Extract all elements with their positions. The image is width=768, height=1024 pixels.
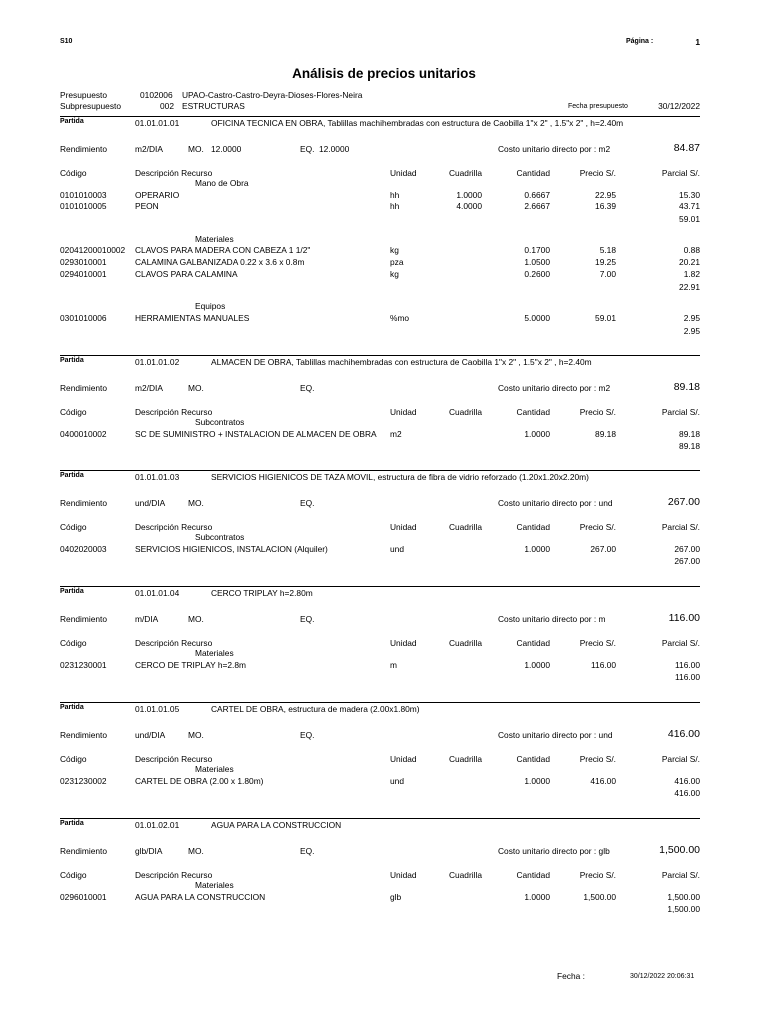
- item-precio: 7.00: [599, 269, 616, 280]
- page-number: 1: [695, 37, 700, 47]
- group-subtotal: 1,500.00: [667, 904, 700, 915]
- item-cantidad: 1.0000: [524, 659, 550, 670]
- mo-label: MO.: [188, 144, 204, 154]
- costo-label: Costo unitario directo por : und: [498, 730, 613, 740]
- item-parcial: 1.82: [683, 269, 700, 280]
- item-precio: 89.18: [595, 428, 616, 439]
- item-unidad: und: [390, 543, 404, 554]
- partida-label: Partida: [60, 118, 84, 125]
- item-parcial: 1,500.00: [667, 891, 700, 902]
- item-codigo: 02041200010002: [60, 245, 126, 256]
- partida-code: 01.01.01.04: [135, 588, 180, 598]
- col-cuadrilla: Cuadrilla: [448, 870, 482, 880]
- mo-label: MO.: [188, 846, 204, 856]
- item-descripcion: OPERARIO: [135, 189, 180, 200]
- item-parcial: 89.18: [679, 428, 700, 439]
- partida-description: CERCO TRIPLAY h=2.80m: [211, 588, 313, 598]
- item-unidad: %mo: [390, 313, 410, 324]
- col-codigo: Código: [60, 870, 87, 880]
- col-cantidad: Cantidad: [516, 522, 550, 532]
- partida-description: AGUA PARA LA CONSTRUCCION: [211, 820, 342, 830]
- col-cantidad: Cantidad: [516, 407, 550, 417]
- item-parcial: 2.95: [683, 313, 700, 324]
- col-descripcion: Descripción Recurso: [135, 522, 213, 532]
- col-parcial: Parcial S/.: [661, 638, 700, 648]
- item-cantidad: 1.0000: [524, 775, 550, 786]
- partida-label: Partida: [60, 704, 84, 711]
- item-parcial: 116.00: [675, 659, 700, 670]
- item-codigo: 0293010001: [60, 257, 107, 268]
- rendimiento-label: Rendimiento: [60, 144, 108, 154]
- subpresupuesto-label: Subpresupuesto: [60, 101, 121, 111]
- partida-label: Partida: [60, 588, 84, 595]
- col-descripcion: Descripción Recurso: [135, 870, 213, 880]
- item-descripcion: PEON: [135, 201, 159, 212]
- item-precio: 1,500.00: [583, 891, 616, 902]
- presupuesto-label: Presupuesto: [60, 90, 108, 100]
- group-name: Materiales: [195, 879, 234, 890]
- col-unidad: Unidad: [390, 870, 417, 880]
- rendimiento-unit: m2/DIA: [135, 144, 163, 154]
- group-name: Subcontratos: [195, 531, 245, 542]
- eq-label: EQ.: [300, 498, 315, 508]
- item-descripcion: CLAVOS PARA CALAMINA: [135, 269, 238, 280]
- item-unidad: kg: [390, 269, 399, 280]
- item-unidad: glb: [390, 891, 402, 902]
- item-cantidad: 5.0000: [524, 313, 550, 324]
- col-cantidad: Cantidad: [516, 754, 550, 764]
- item-precio: 116.00: [591, 659, 616, 670]
- partida-code: 01.01.01.03: [135, 472, 180, 482]
- item-cantidad: 0.1700: [524, 245, 550, 256]
- eq-label: EQ.: [300, 730, 315, 740]
- rendimiento-label: Rendimiento: [60, 614, 108, 624]
- page-title: Análisis de precios unitarios: [292, 66, 476, 81]
- col-unidad: Unidad: [390, 638, 417, 648]
- costo-label: Costo unitario directo por : m2: [498, 144, 611, 154]
- item-precio: 59.01: [595, 313, 616, 324]
- item-descripcion: SERVICIOS HIGIENICOS, INSTALACION (Alquiler): [135, 543, 328, 554]
- presupuesto-name: UPAO-Castro-Castro-Deyra-Dioses-Flores-Neira: [182, 90, 363, 100]
- partida-code: 01.01.02.01: [135, 820, 180, 830]
- item-precio: 16.39: [595, 201, 616, 212]
- costo-value: 89.18: [673, 381, 700, 393]
- partida-top-rule: [60, 702, 700, 703]
- partida-label: Partida: [60, 357, 84, 364]
- footer-fecha: 30/12/2022 20:06:31: [630, 973, 695, 980]
- col-cuadrilla: Cuadrilla: [448, 407, 482, 417]
- col-unidad: Unidad: [390, 522, 417, 532]
- col-cantidad: Cantidad: [516, 638, 550, 648]
- rendimiento-label: Rendimiento: [60, 498, 108, 508]
- rendimiento-unit: m2/DIA: [135, 383, 163, 393]
- footer-fecha-label: Fecha :: [557, 971, 585, 981]
- col-unidad: Unidad: [390, 754, 417, 764]
- group-subtotal: 416.00: [674, 788, 700, 799]
- partida-code: 01.01.01.01: [135, 118, 180, 128]
- item-cantidad: 1.0500: [524, 257, 550, 268]
- rendimiento-label: Rendimiento: [60, 846, 108, 856]
- col-cuadrilla: Cuadrilla: [448, 638, 482, 648]
- col-codigo: Código: [60, 754, 87, 764]
- item-cantidad: 0.2600: [524, 269, 550, 280]
- col-cantidad: Cantidad: [516, 168, 550, 178]
- eq-label: EQ.: [300, 846, 315, 856]
- col-unidad: Unidad: [390, 407, 417, 417]
- partida-code: 01.01.01.05: [135, 704, 180, 714]
- partida-top-rule: [60, 355, 700, 356]
- rendimiento-label: Rendimiento: [60, 383, 108, 393]
- col-parcial: Parcial S/.: [661, 407, 700, 417]
- item-unidad: m2: [390, 428, 402, 439]
- eq-label: EQ.: [300, 614, 315, 624]
- col-parcial: Parcial S/.: [661, 522, 700, 532]
- rendimiento-unit: m/DIA: [135, 614, 159, 624]
- mo-label: MO.: [188, 614, 204, 624]
- group-subtotal: 22.91: [679, 281, 700, 292]
- item-precio: 19.25: [595, 257, 616, 268]
- mo-value: 12.0000: [211, 144, 242, 154]
- item-codigo: 0402020003: [60, 543, 107, 554]
- item-parcial: 267.00: [674, 543, 700, 554]
- rendimiento-unit: und/DIA: [135, 498, 166, 508]
- col-descripcion: Descripción Recurso: [135, 168, 213, 178]
- eq-value: 12.0000: [319, 144, 350, 154]
- item-parcial: 43.71: [679, 201, 700, 212]
- item-descripcion: SC DE SUMINISTRO + INSTALACION DE ALMACEN DE OBRA: [135, 428, 377, 439]
- item-codigo: 0231230002: [60, 775, 107, 786]
- mo-label: MO.: [188, 730, 204, 740]
- item-cantidad: 2.6667: [524, 201, 550, 212]
- eq-label: EQ.: [300, 144, 315, 154]
- item-codigo: 0296010001: [60, 891, 107, 902]
- item-codigo: 0101010005: [60, 201, 107, 212]
- col-precio: Precio S/.: [579, 168, 616, 178]
- col-codigo: Código: [60, 407, 87, 417]
- item-cantidad: 1.0000: [524, 543, 550, 554]
- item-unidad: kg: [390, 245, 399, 256]
- group-name: Subcontratos: [195, 416, 245, 427]
- item-descripcion: CLAVOS PARA MADERA CON CABEZA 1 1/2": [135, 245, 311, 256]
- group-subtotal: 2.95: [683, 325, 700, 336]
- rendimiento-label: Rendimiento: [60, 730, 108, 740]
- fecha-presupuesto-label: Fecha presupuesto: [568, 103, 628, 110]
- partida-description: ALMACEN DE OBRA, Tablillas machihembradas con estructura de Caobilla 1"x 2" , 1.5"x 2" , h=2.40m: [211, 357, 592, 367]
- item-cantidad: 1.0000: [524, 428, 550, 439]
- col-unidad: Unidad: [390, 168, 417, 178]
- col-codigo: Código: [60, 522, 87, 532]
- group-name: Materiales: [195, 763, 234, 774]
- partida-top-rule: [60, 586, 700, 587]
- item-descripcion: CERCO DE TRIPLAY h=2.8m: [135, 659, 247, 670]
- costo-label: Costo unitario directo por : m: [498, 614, 606, 624]
- col-cuadrilla: Cuadrilla: [448, 754, 482, 764]
- costo-label: Costo unitario directo por : und: [498, 498, 613, 508]
- col-descripcion: Descripción Recurso: [135, 638, 213, 648]
- costo-value: 116.00: [668, 612, 700, 624]
- col-cuadrilla: Cuadrilla: [448, 522, 482, 532]
- col-precio: Precio S/.: [579, 754, 616, 764]
- item-codigo: 0101010003: [60, 189, 107, 200]
- costo-value: 84.87: [673, 142, 700, 154]
- item-descripcion: AGUA PARA LA CONSTRUCCION: [135, 891, 266, 902]
- item-precio: 267.00: [590, 543, 616, 554]
- costo-value: 267.00: [667, 496, 700, 508]
- partida-label: Partida: [60, 472, 84, 479]
- col-parcial: Parcial S/.: [661, 754, 700, 764]
- item-parcial: 416.00: [674, 775, 700, 786]
- partida-description: CARTEL DE OBRA, estructura de madera (2.00x1.80m): [211, 704, 420, 714]
- col-codigo: Código: [60, 638, 87, 648]
- mo-label: MO.: [188, 383, 204, 393]
- col-cantidad: Cantidad: [516, 870, 550, 880]
- col-precio: Precio S/.: [579, 870, 616, 880]
- item-unidad: hh: [390, 189, 400, 200]
- partida-top-rule: [60, 470, 700, 471]
- col-descripcion: Descripción Recurso: [135, 754, 213, 764]
- item-unidad: hh: [390, 201, 400, 212]
- subpresupuesto-code: 002: [160, 101, 174, 111]
- item-codigo: 0301010006: [60, 313, 107, 324]
- item-cuadrilla: 4.0000: [456, 201, 482, 212]
- item-cantidad: 1.0000: [524, 891, 550, 902]
- item-unidad: und: [390, 775, 404, 786]
- item-cuadrilla: 1.0000: [456, 189, 482, 200]
- rendimiento-unit: glb/DIA: [135, 846, 163, 856]
- system-name: S10: [60, 38, 73, 45]
- partida-top-rule: [60, 116, 700, 117]
- group-name: Mano de Obra: [195, 177, 249, 188]
- subpresupuesto-name: ESTRUCTURAS: [182, 101, 245, 111]
- mo-label: MO.: [188, 498, 204, 508]
- item-parcial: 0.88: [683, 245, 700, 256]
- fecha-presupuesto: 30/12/2022: [658, 101, 700, 111]
- group-name: Materiales: [195, 647, 234, 658]
- col-cuadrilla: Cuadrilla: [448, 168, 482, 178]
- item-precio: 5.18: [599, 245, 616, 256]
- partida-description: SERVICIOS HIGIENICOS DE TAZA MOVIL, estructura de fibra de vidrio reforzado (1.20x1.20x2.20m): [211, 472, 589, 482]
- col-codigo: Código: [60, 168, 87, 178]
- item-descripcion: HERRAMIENTAS MANUALES: [135, 313, 250, 324]
- partida-description: OFICINA TECNICA EN OBRA, Tablillas machihembradas con estructura de Caobilla 1"x 2" , 1.5"x 2" , h=2.40m: [211, 118, 624, 128]
- col-descripcion: Descripción Recurso: [135, 407, 213, 417]
- item-unidad: pza: [390, 257, 404, 268]
- partida-code: 01.01.01.02: [135, 357, 180, 367]
- partida-label: Partida: [60, 820, 84, 827]
- item-precio: 416.00: [590, 775, 616, 786]
- eq-label: EQ.: [300, 383, 315, 393]
- item-precio: 22.95: [595, 189, 616, 200]
- costo-label: Costo unitario directo por : glb: [498, 846, 610, 856]
- group-name: Equipos: [195, 301, 226, 312]
- item-parcial: 20.21: [679, 257, 700, 268]
- page-label: Página :: [626, 38, 654, 45]
- item-codigo: 0294010001: [60, 269, 107, 280]
- item-cantidad: 0.6667: [524, 189, 550, 200]
- col-precio: Precio S/.: [579, 407, 616, 417]
- rendimiento-unit: und/DIA: [135, 730, 166, 740]
- costo-value: 1,500.00: [659, 844, 700, 856]
- col-parcial: Parcial S/.: [661, 870, 700, 880]
- costo-label: Costo unitario directo por : m2: [498, 383, 611, 393]
- col-precio: Precio S/.: [579, 638, 616, 648]
- item-parcial: 15.30: [679, 189, 700, 200]
- col-parcial: Parcial S/.: [661, 168, 700, 178]
- group-name: Materiales: [195, 233, 234, 244]
- presupuesto-code: 0102006: [140, 90, 173, 100]
- item-unidad: m: [390, 659, 397, 670]
- item-codigo: 0400010002: [60, 428, 107, 439]
- item-descripcion: CARTEL DE OBRA (2.00 x 1.80m): [135, 775, 264, 786]
- partida-top-rule: [60, 818, 700, 819]
- group-subtotal: 59.01: [679, 214, 700, 225]
- group-subtotal: 116.00: [675, 672, 700, 683]
- group-subtotal: 89.18: [679, 441, 700, 452]
- item-codigo: 0231230001: [60, 659, 107, 670]
- col-precio: Precio S/.: [579, 522, 616, 532]
- group-subtotal: 267.00: [674, 556, 700, 567]
- item-descripcion: CALAMINA GALBANIZADA 0.22 x 3.6 x 0.8m: [135, 257, 305, 268]
- costo-value: 416.00: [667, 728, 700, 740]
